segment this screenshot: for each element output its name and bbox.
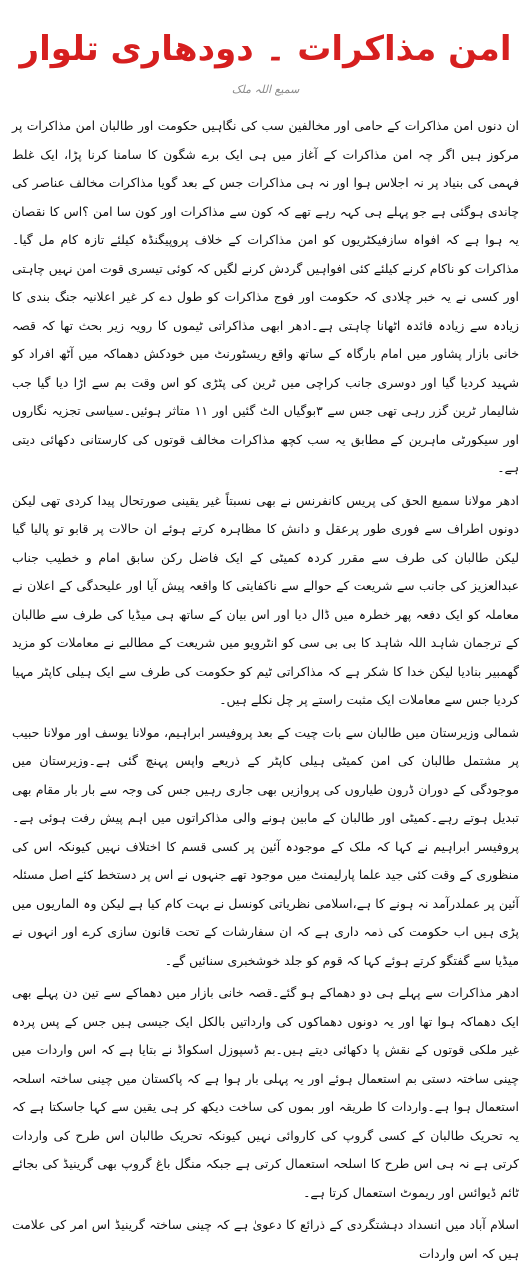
article-body [12, 112, 519, 1268]
article-paragraph: ادھر مذاکرات سے پہلے ہی دو دھماکے ہو گئے۔قصہ خانی بازار میں دھماکے سے تین دن پہلے بھی ایک دھماکہ ہوا تھا اور یہ دونوں دھماکوں کی وارداتیں بالکل ایک جیسی ہیں جس کے پس پردہ غیر ملکی قوتوں کے نقش پا دکھائی دیتے ہیں۔بم ڈسپوزل اسکواڈ نے بتایا ہے کہ اس واردات میں چینی ساختہ دستی بم استعمال ہوئے اور یہ پہلی بار ہوا ہے کہ پاکستان میں چینی ساختہ اسلحہ استعمال ہوا ہے۔واردات کا طریقہ اور بموں کی ساخت دیکھ کر ہی یقین سے کہا جاسکتا ہے کہ یہ تحریک طالبان کے کسی گروپ کی کاروائی نہیں کیونکہ تحریک طالبان اس طرح کی واردات کرتی ہے نہ ہی اس طرح کا اسلحہ استعمال کرتی ہے جبکہ منگل باغ گروپ بھی گرینیڈ کی بجائے ٹائم ڈیوائس اور ریموٹ استعمال کرتا ہے۔ [12, 985, 519, 1200]
article-paragraph: ان دنوں امن مذاکرات کے حامی اور مخالفین سب کی نگاہیں حکومت اور طالبان امن مذاکرات پر مرکوز ہیں اگر چہ امن مذاکرات کے آغاز میں ہی ایک برے شگون کا سامنا کرنا پڑا، ایک غلط فہمی کی بنیاد پر نہ اجلاس ہوا اور نہ ہی مذاکرات جس کے بعد گویا مذاکرات مخالف عناصر کی چاندی ہوگئی ہے جو پہلے ہی کہہ رہے تھے کہ کون سے مذاکرات اور کون سا امن ؟اس کا نقصان یہ ہوا ہے کہ افواہ سازفیکٹریوں کو امن مذاکرات کے خلاف پروپیگنڈہ کیلئے تازہ کام مل گیا۔مذاکرات کو ناکام کرنے کیلئے کئی افواہیں گردش کرنے لگیں کہ کوئی تیسری قوت امن نہیں چاہتی اور کسی نے یہ خبر چلادی کہ حکومت اور فوج مذاکرات کو طول دے کر غیر اعلانیہ جنگ بندی کا زیادہ سے زیادہ فائدہ اٹھانا چاہتی ہے۔ادھر ابھی مذاکراتی ٹیموں کا رویہ زیر بحث تھا کہ قصہ خانی بازار پشاور میں امام بارگاہ کے ساتھ واقع ریسٹورنٹ میں خودکش دھماکہ میں آٹھ افراد کو شہید کردیا گیا اور دوسری جانب کراچی میں ٹرین کی پٹڑی کو اس وقت بم سے اڑا دیا گیا جب شالیمار ٹرین گزر رہی تھی جس سے ۳بوگیاں الٹ گئیں اور ۱۱ متاثر ہوئیں۔سیاسی تجزیہ نگاروں اور سیکورٹی ماہرین کے مطابق یہ سب کچھ مذاکرات مخالف قوتوں کی کارستانی دکھائی دیتی ہے۔ [12, 118, 519, 475]
article-page [0, 26, 529, 1284]
article-paragraph: اسلام آباد میں انسداد دہشتگردی کے ذرائع کا دعویٰ ہے کہ چینی ساختہ گرینیڈ اس امر کی علامت ہیں کہ اس واردات [12, 1217, 519, 1261]
article-paragraph: ادھر مولانا سمیع الحق کی پریس کانفرنس نے بھی نسبتاً غیر یقینی صورتحال پیدا کردی تھی لیکن دونوں اطراف سے فوری طور پرعقل و دانش کا مظاہرہ کرتے ہوئے ان حالات پر قابو تو پالیا گیا لیکن طالبان کی طرف سے مقرر کردہ کمیٹی کے ایک فاضل رکن سابق امام و خطیب جناب عبدالعزیز کی جانب سے شریعت کے حوالے سے ناکفایتی کا واقعہ پیش آیا اور علیحدگی کے اعلان نے معاملہ کو ایک دفعہ پھر خطرہ میں ڈال دیا اور اس بیان کے ساتھ ہی میڈیا کی طرف سے طالبان کے ترجمان شاہد اللہ شاہد کا بی بی سی کو انٹرویو میں شریعت کے مطالبے نے معاملات کو مزید گھمبیر بنادیا لیکن خدا کا شکر ہے کہ مذاکراتی ٹیم کو حکومت کی طرف سے ایک ہیلی کاپٹر مہیا کردیا جس سے معاملات ایک مثبت راستے پر چل نکلے ہیں۔ [12, 492, 519, 707]
author-byline: سمیع اللہ ملک [231, 83, 300, 96]
article-title: امن مذاکرات ۔ دودھاری تلوار [19, 29, 512, 69]
article-paragraph: شمالی وزیرستان میں طالبان سے بات چیت کے بعد پروفیسر ابراہیم، مولانا یوسف اور مولانا حبیب پر مشتمل طالبان کی امن کمیٹی ہیلی کاپٹر کے ذریعے واپس پہنچ گئی ہے۔وزیرستان میں موجودگی کے دوران ڈرون طیاروں کی پروازیں بھی جاری رہیں جس کی وجہ سے بار بار مقام بھی تبدیل ہوتے رہے۔کمیٹی اور طالبان کے مابین ہونے والی مذاکراتوں میں اہم پیش رفت ہوئی ہے۔پروفیسر ابراہیم نے کہا کہ ملک کے موجودہ آئین پر کسی قسم کا اختلاف نہیں کیونکہ اس کی منظوری کے وقت کئی جید علما پارلیمنٹ میں موجود تھے جنہوں نے اس پر دستخط کئے اصل مسئلہ آئین پر عملدرآمد نہ ہونے کا ہے،اسلامی نظریاتی کونسل نے بہت کام کیا ہے لیکن وہ الماریوں میں پڑی ہیں اب حکومت کی ذمہ داری ہے کہ ان سفارشات کے تحت قانون سازی کرے اور انہوں نے میڈیا سے گفتگو کرتے ہوئے کہا کہ قوم کو جلد خوشخبری سنائیں گے۔ [12, 724, 519, 968]
